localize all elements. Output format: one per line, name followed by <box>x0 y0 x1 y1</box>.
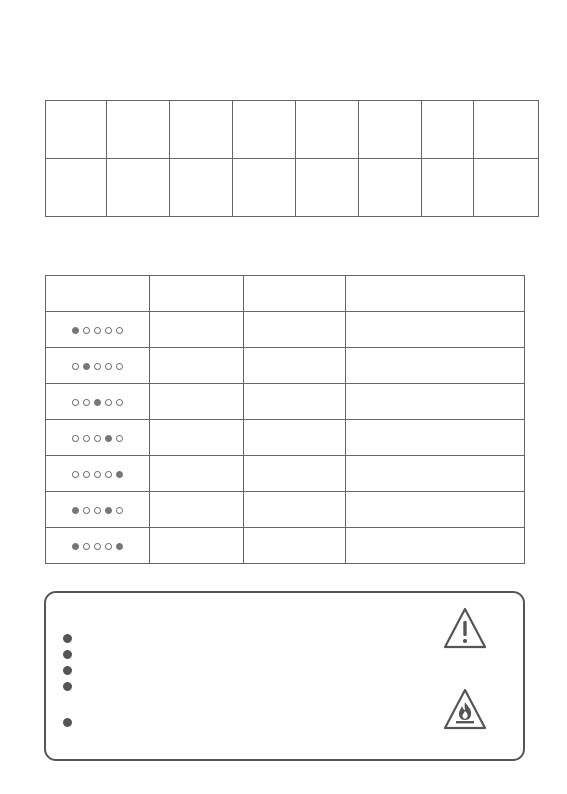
led-table-cell <box>150 528 244 564</box>
spec-cell <box>170 159 233 217</box>
led-indicator-table <box>45 275 525 564</box>
led-off-indicator <box>105 327 112 334</box>
spec-cell <box>233 101 296 159</box>
led-table-header-row <box>46 276 525 312</box>
bullet-icon <box>63 666 72 675</box>
general-warning-icon <box>442 606 488 650</box>
led-off-indicator <box>94 543 101 550</box>
led-table-cell <box>244 312 346 348</box>
led-table-row <box>46 492 525 528</box>
led-table-header-cell <box>244 276 346 312</box>
led-off-indicator <box>105 363 112 370</box>
led-off-indicator <box>116 327 123 334</box>
led-off-indicator <box>83 507 90 514</box>
led-off-indicator <box>83 471 90 478</box>
led-table-cell <box>346 528 525 564</box>
led-table-cell <box>346 384 525 420</box>
led-pattern-cell <box>46 348 150 384</box>
led-table-cell <box>244 492 346 528</box>
led-table-header-cell <box>46 276 150 312</box>
led-table-cell <box>244 420 346 456</box>
led-table-cell <box>150 492 244 528</box>
led-off-indicator <box>116 363 123 370</box>
led-off-indicator <box>72 471 79 478</box>
led-table-cell <box>244 528 346 564</box>
led-table-row <box>46 528 525 564</box>
warning-box <box>44 591 525 761</box>
led-table-cell <box>346 456 525 492</box>
led-on-indicator <box>83 363 90 370</box>
led-off-indicator <box>94 327 101 334</box>
led-table-cell <box>150 348 244 384</box>
led-off-indicator <box>116 435 123 442</box>
led-table-row <box>46 312 525 348</box>
led-off-indicator <box>83 435 90 442</box>
led-on-indicator <box>72 327 79 334</box>
led-table-row <box>46 384 525 420</box>
led-on-indicator <box>105 507 112 514</box>
bullet-icon <box>63 650 72 659</box>
led-table-cell <box>150 420 244 456</box>
led-table-row <box>46 348 525 384</box>
led-on-indicator <box>116 471 123 478</box>
led-pattern-cell <box>46 492 150 528</box>
led-table-cell <box>244 384 346 420</box>
spec-cell <box>296 101 359 159</box>
led-off-indicator <box>83 399 90 406</box>
led-table-cell <box>244 456 346 492</box>
led-table-cell <box>346 420 525 456</box>
spec-cell <box>474 101 539 159</box>
led-off-indicator <box>94 471 101 478</box>
spec-cell <box>359 159 422 217</box>
led-pattern-cell <box>46 384 150 420</box>
led-off-indicator <box>105 543 112 550</box>
led-off-indicator <box>72 435 79 442</box>
led-off-indicator <box>83 543 90 550</box>
led-table-body <box>46 312 525 564</box>
led-off-indicator <box>94 435 101 442</box>
spec-cell <box>359 101 422 159</box>
led-pattern <box>72 399 123 406</box>
spec-cell <box>233 159 296 217</box>
led-table-cell <box>150 456 244 492</box>
led-table-cell <box>346 312 525 348</box>
led-table-cell <box>150 312 244 348</box>
led-pattern <box>72 435 123 442</box>
led-table-row <box>46 456 525 492</box>
bullet-icon <box>63 718 72 727</box>
led-on-indicator <box>94 399 101 406</box>
spec-table <box>45 100 539 217</box>
spec-cell <box>422 101 474 159</box>
spec-cell <box>46 101 107 159</box>
led-off-indicator <box>116 507 123 514</box>
bullet-icon <box>63 682 72 691</box>
spec-cell <box>107 101 170 159</box>
led-on-indicator <box>72 507 79 514</box>
led-table-cell <box>346 348 525 384</box>
led-table-header-cell <box>150 276 244 312</box>
led-table-header-cell <box>346 276 525 312</box>
spec-cell <box>474 159 539 217</box>
led-off-indicator <box>94 507 101 514</box>
led-off-indicator <box>116 399 123 406</box>
led-pattern-cell <box>46 456 150 492</box>
led-table-row <box>46 420 525 456</box>
led-pattern <box>72 543 123 550</box>
led-on-indicator <box>72 543 79 550</box>
led-pattern <box>72 471 123 478</box>
spec-cell <box>296 159 359 217</box>
spec-table-row <box>46 159 539 217</box>
led-pattern-cell <box>46 528 150 564</box>
led-pattern <box>72 327 123 334</box>
led-table-cell <box>150 384 244 420</box>
led-off-indicator <box>72 363 79 370</box>
spec-cell <box>170 101 233 159</box>
led-table-cell <box>244 348 346 384</box>
spec-cell <box>422 159 474 217</box>
spec-table-row <box>46 101 539 159</box>
led-pattern <box>72 507 123 514</box>
led-off-indicator <box>72 399 79 406</box>
led-pattern-cell <box>46 312 150 348</box>
flammable-warning-icon <box>442 687 488 731</box>
spec-cell <box>107 159 170 217</box>
led-on-indicator <box>116 543 123 550</box>
led-on-indicator <box>105 435 112 442</box>
led-table-cell <box>346 492 525 528</box>
led-off-indicator <box>105 471 112 478</box>
spec-cell <box>46 159 107 217</box>
led-pattern <box>72 363 123 370</box>
led-off-indicator <box>105 399 112 406</box>
led-off-indicator <box>83 327 90 334</box>
led-pattern-cell <box>46 420 150 456</box>
led-off-indicator <box>94 363 101 370</box>
bullet-icon <box>63 634 72 643</box>
